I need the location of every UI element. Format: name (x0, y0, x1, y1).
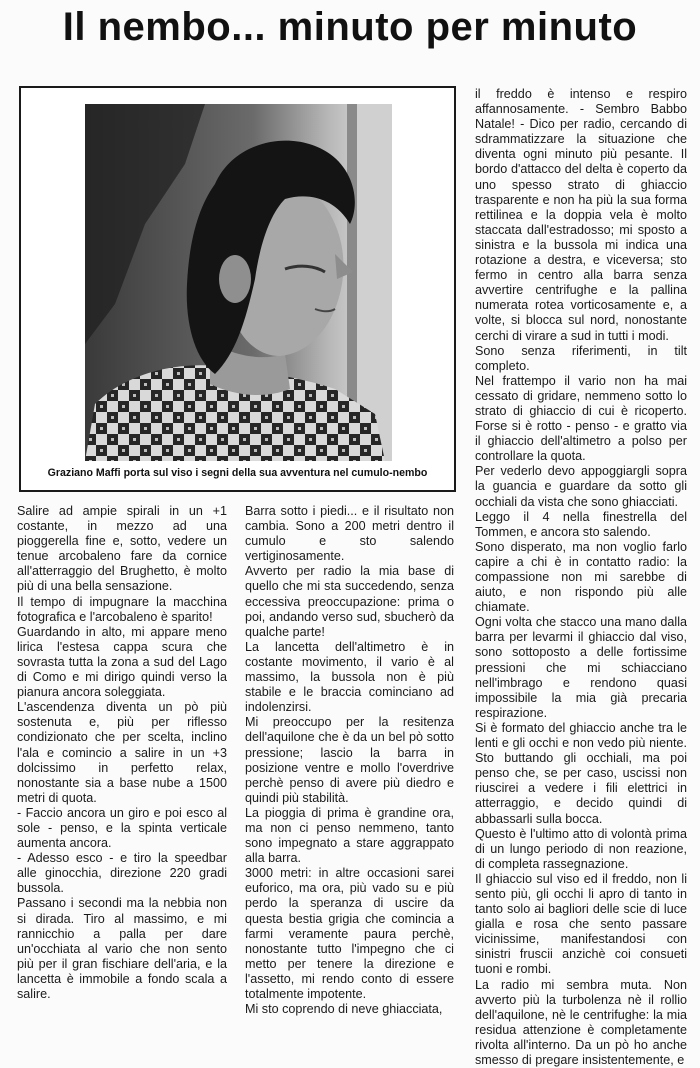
paragraph: Avverto per radio la mia base di quello che mi sta succedendo, senza eccessiva preoccupazione: prima o poi, andando verso sud, sbucherò da qualche parte! (245, 564, 454, 639)
article-column-1 (17, 504, 227, 1002)
paragraph: La radio mi sembra muta. Non avverto più la turbolenza nè il rollio dell'aquilone, nè le centrifughe: la mia residua attenzione è completamente rivolta all'interno. Da un pò ho anche smesso di pregare insistentemente, e (475, 977, 687, 1067)
paragraph: Sono disperato, ma non voglio farlo capire a chi è in contatto radio: la compassione non mi sarebbe di aiuto, e non rispondo più alle chiamate. (475, 539, 687, 615)
paragraph: Nel frattempo il vario non ha mai cessato di gridare, nemmeno sotto lo strato di ghiaccio di cui è ricoperto. Forse si è rotto - penso - e gratto via il ghiaccio dell'altimetro a polso per controllare la quota. (475, 373, 687, 464)
paragraph: Guardando in alto, mi appare meno lirica l'estesa cappa scura che sovrasta tutta la zona a sud del Lago di Como e mi dirigo quindi verso la pianura ancora soleggiata. (17, 624, 227, 700)
paragraph: - Adesso esco - e tiro la speedbar alle ginocchia, direzione 220 gradi bussola. (17, 851, 227, 896)
paragraph: Mi sto coprendo di neve ghiacciata, (245, 1002, 443, 1017)
paragraph: il freddo è intenso e respiro affannosamente. - Sembro Babbo Natale! - Dico per radio, cercando di sdrammatizzare la situazione che diventa ogni minuto più pesante. Il bordo d'attacco del delta è coperto da uno spesso strato di ghiaccio trasparente e non ha più la sua forma rettilinea e la doppia vela è molto staccata dall'estradosso; mi sposto a sinistra e la bussola mi indica una rotazione a destra, e viceversa; sto fermo in centro alla barra senza avvertire centrifughe e la pallina numerata rotea vorticosamente e, a volte, si blocca sul nord, nonostante cerchi di virare a sud in tutti i modi. (475, 87, 687, 343)
article-title: Il nembo... minuto per minuto (62, 5, 638, 49)
paragraph: Questo è l'ultimo atto di volontà prima di un lungo periodo di non reazione, di completa rassegnazione. (475, 826, 687, 871)
paragraph: 3000 metri: in altre occasioni sarei euforico, ma ora, più vado su e più perdo la speranza di uscire da questa bestia grigia che comincia a farmi veramente paura perchè, nonostante tutto l'impegno che ci metto per tenere la direzione e l'assetto, mi rendo conto di essere totalmente impotente. (245, 866, 454, 1001)
paragraph: Salire ad ampie spirali in un +1 costante, in mezzo ad una pioggerella fine e, sotto, vedere un tenue arcobaleno fare da cornice all'atterraggio del Brughetto, è molto più di una bella sensazione. (17, 504, 227, 594)
photo-caption: Graziano Maffi porta sul viso i segni della sua avventura nel cumulo-nembo (47, 467, 428, 479)
paragraph: Per vederlo devo appoggiargli sopra la guancia e guardare da sotto gli occhiali da vista che sono ghiacciati. (475, 464, 687, 509)
paragraph: Si è formato del ghiaccio anche tra le lenti e gli occhi e non vedo più niente. Sto buttando gli occhiali, ma poi penso che, se per caso, uscissi non riuscirei a vedere i fili elettrici in atterraggio, e decido quindi di abbassarli sulla bocca. (475, 720, 687, 826)
paragraph: Barra sotto i piedi... e il risultato non cambia. Sono a 200 metri dentro il cumulo e sto salendo vertiginosamente. (245, 504, 454, 564)
paragraph: Il ghiaccio sul viso ed il freddo, non li sento più, gli occhi li apro di tanto in tanto solo ai bagliori delle scie di luce gialla e rosa che sento passare vicinissime, manifestandosi con sinistri fruscii anzichè coi consueti tuoni e rombi. (475, 871, 687, 977)
paragraph: L'ascendenza diventa un pò più sostenuta e, più per riflesso condizionato che per scelta, inclino l'ala e comincio a salire in un +3 dolcissimo in perfetto relax, nonostante sia a base nube a 1500 metri di quota. (17, 700, 227, 805)
portrait-photo (85, 104, 392, 461)
paragraph: Il tempo di impugnare la macchina fotografica e l'arcobaleno è sparito! (17, 594, 227, 624)
paragraph: La pioggia di prima è grandine ora, ma non ci penso nemmeno, tanto sono impegnato a stare aggrappato alla barra. (245, 805, 454, 866)
article-column-2 (245, 504, 454, 1017)
paragraph: La lancetta dell'altimetro è in costante movimento, il vario è al massimo, la bussola non è più stabile e le braccia cominciano ad indolenzirsi. (245, 639, 454, 715)
article-column-3 (475, 87, 687, 1068)
paragraph: Passano i secondi ma la nebbia non si dirada. Tiro al massimo, e mi rannicchio a palla per dare un'occhiata al vario che non sento più per il gran fischiare dell'aria, e la lancetta è immobile a fondo scala a salire. (17, 896, 227, 1001)
paragraph: Leggo il 4 nella finestrella del Tommen, e ancora sto salendo. (475, 509, 687, 539)
photo-frame (19, 86, 456, 492)
paragraph: - Faccio ancora un giro e poi esco al sole - penso, e la spinta verticale aumenta ancora. (17, 805, 227, 851)
paragraph: Mi preoccupo per la resitenza dell'aquilone che è da un bel pò sotto pressione; lascio la barra in posizione ventre e mollo l'overdrive perchè penso di avere più diedro e quindi più stabilità. (245, 715, 454, 805)
paragraph: Sono senza riferimenti, in tilt completo. (475, 343, 687, 373)
paragraph: Ogni volta che stacco una mano dalla barra per levarmi il ghiaccio dal viso, sono sottoposto a delle fortissime pressioni che mi schiacciano nell'imbrago e rendono quasi impossibile la mia già precaria respirazione. (475, 615, 687, 720)
portrait-illustration (85, 104, 392, 461)
